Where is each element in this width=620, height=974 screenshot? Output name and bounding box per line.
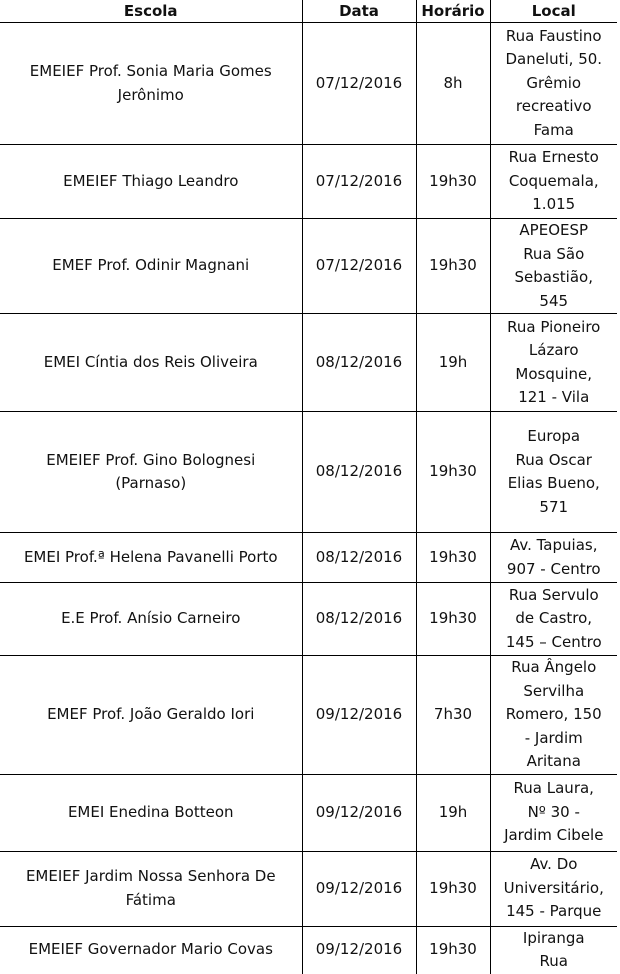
cell-escola: EMEF Prof. João Geraldo Iori <box>0 656 302 775</box>
cell-data: 09/12/2016 <box>302 851 416 926</box>
cell-escola: EMEF Prof. Odinir Magnani <box>0 219 302 314</box>
cell-horario: 19h30 <box>416 145 490 219</box>
header-local: Local <box>490 0 617 23</box>
cell-horario: 8h <box>416 23 490 145</box>
cell-horario: 19h30 <box>416 583 490 656</box>
cell-local: Rua Ângelo Servilha Romero, 150 - Jardim Aritana <box>490 656 617 775</box>
cell-escola: EMEIEF Jardim Nossa Senhora De Fátima <box>0 851 302 926</box>
table-row <box>0 533 617 583</box>
table-row <box>0 851 617 926</box>
table-row <box>0 219 617 314</box>
cell-escola: EMEI Cíntia dos Reis Oliveira <box>0 314 302 412</box>
table-row <box>0 23 617 145</box>
cell-data: 08/12/2016 <box>302 412 416 533</box>
cell-local: Av. Tapuias, 907 - Centro <box>490 533 617 583</box>
cell-data: 08/12/2016 <box>302 314 416 412</box>
cell-horario: 19h30 <box>416 533 490 583</box>
table-row <box>0 314 617 412</box>
cell-escola: EMEI Enedina Botteon <box>0 774 302 851</box>
cell-data: 07/12/2016 <box>302 23 416 145</box>
table-row <box>0 656 617 775</box>
cell-local: Av. Do Universitário, 145 - Parque <box>490 851 617 926</box>
cell-escola: EMEIEF Thiago Leandro <box>0 145 302 219</box>
cell-data: 08/12/2016 <box>302 533 416 583</box>
cell-escola: EMEI Prof.ª Helena Pavanelli Porto <box>0 533 302 583</box>
cell-data: 07/12/2016 <box>302 145 416 219</box>
header-row <box>0 0 617 23</box>
cell-data: 09/12/2016 <box>302 774 416 851</box>
cell-data: 08/12/2016 <box>302 583 416 656</box>
header-data: Data <box>302 0 416 23</box>
cell-local: Rua Servulo de Castro, 145 – Centro <box>490 583 617 656</box>
cell-escola: EMEIEF Prof. Sonia Maria Gomes Jerônimo <box>0 23 302 145</box>
cell-horario: 19h30 <box>416 926 490 974</box>
cell-local: Rua Pioneiro Lázaro Mosquine, 121 - Vila <box>490 314 617 412</box>
cell-data: 07/12/2016 <box>302 219 416 314</box>
header-escola: Escola <box>0 0 302 23</box>
cell-escola: EMEIEF Governador Mario Covas <box>28 940 273 959</box>
cell-escola: EMEIEF Prof. Gino Bolognesi (Parnaso) <box>0 412 302 533</box>
cell-local: APEOESP Rua São Sebastião, 545 <box>490 219 617 314</box>
cell-local: Rua Laura, Nº 30 - Jardim Cibele <box>490 774 617 851</box>
cell-horario: 7h30 <box>416 656 490 775</box>
cell-horario: 19h30 <box>416 851 490 926</box>
header-horario: Horário <box>416 0 490 23</box>
cell-horario: 19h30 <box>416 412 490 533</box>
cell-horario: 19h <box>416 774 490 851</box>
table-row <box>0 926 617 974</box>
cell-local: Europa Rua Oscar Elias Bueno, 571 <box>490 412 617 533</box>
cell-data: 09/12/2016 <box>302 926 416 974</box>
cell-local: Rua Ernesto Coquemala, 1.015 <box>490 145 617 219</box>
table-row <box>0 145 617 219</box>
cell-horario: 19h30 <box>416 219 490 314</box>
table-row <box>0 412 617 533</box>
cell-local: Rua Faustino Daneluti, 50. Grêmio recreativo Fama <box>490 23 617 145</box>
cell-data: 09/12/2016 <box>302 656 416 775</box>
cell-local: Ipiranga Rua <box>490 926 617 974</box>
table-row <box>0 774 617 851</box>
table-row <box>0 583 617 656</box>
cell-escola: E.E Prof. Anísio Carneiro <box>0 583 302 656</box>
cell-horario: 19h <box>416 314 490 412</box>
